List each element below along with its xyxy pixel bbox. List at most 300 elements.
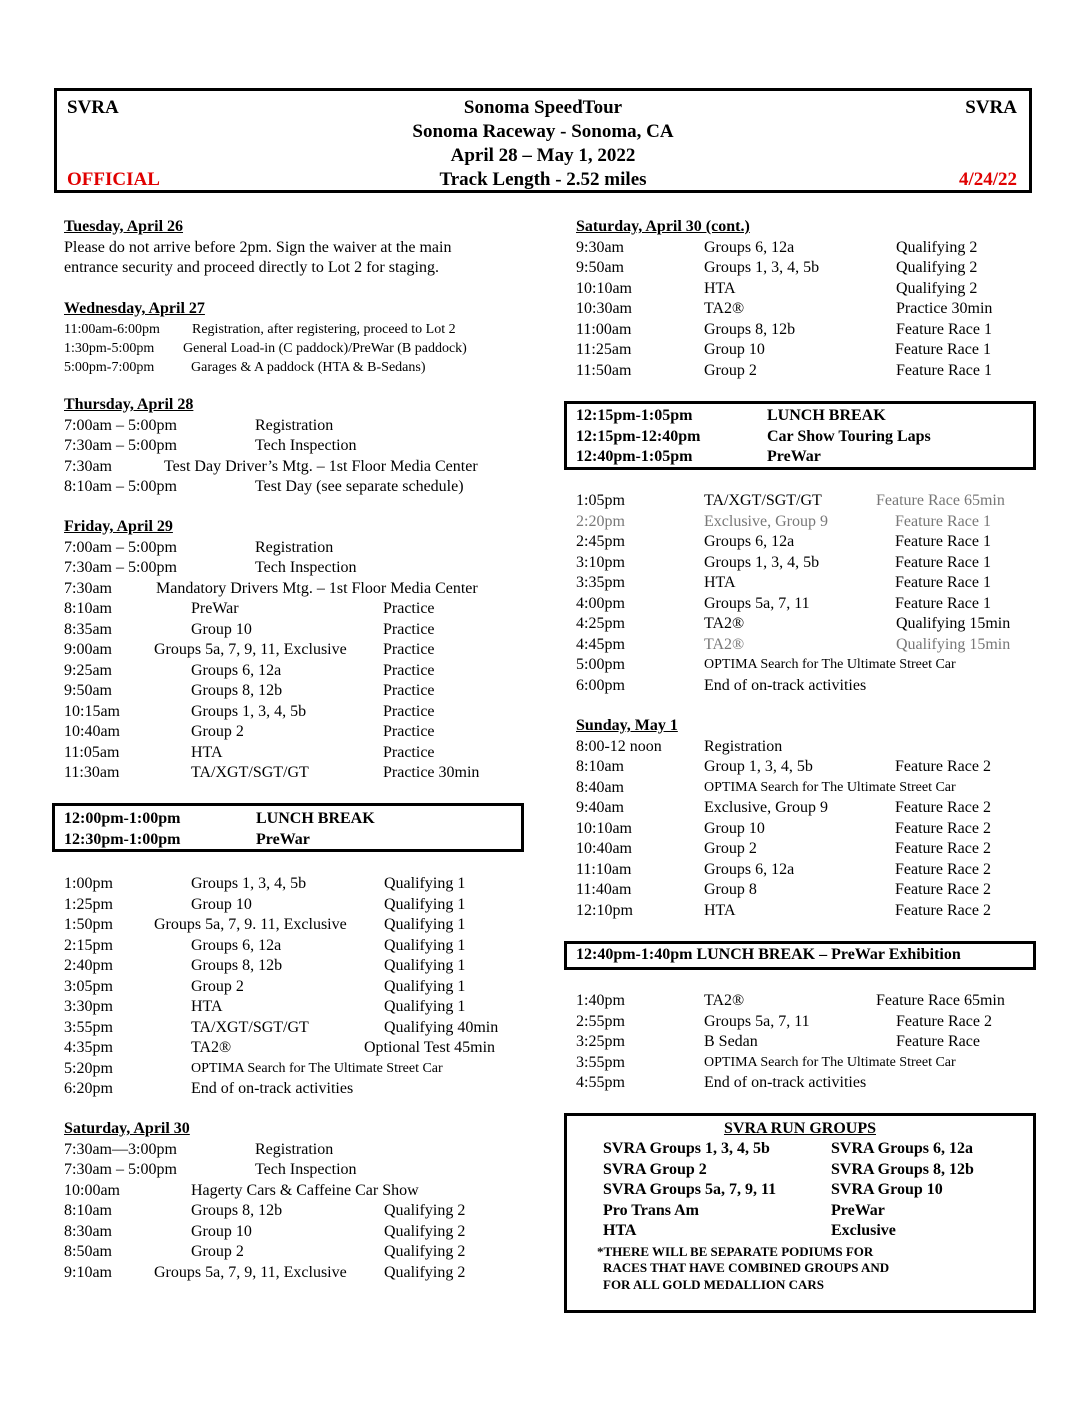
schedule-row — [576, 1053, 1036, 1074]
time: 11:50am — [576, 361, 632, 379]
time: 12:10pm — [576, 901, 633, 919]
group: Group 2 — [704, 840, 757, 857]
time: 9:00am — [64, 641, 112, 658]
time: 9:25am — [64, 661, 112, 679]
run-group-row — [567, 1221, 1033, 1242]
time: 8:00-12 noon — [576, 737, 662, 755]
group: Groups 5a, 7, 9, 11, Exclusive — [154, 1263, 347, 1281]
time: 8:50am — [64, 1243, 112, 1260]
run-group: SVRA Groups 8, 12b — [831, 1160, 974, 1178]
schedule-row — [64, 579, 534, 600]
header-left: SVRA — [67, 97, 119, 118]
saturday-cont-heading: Saturday, April 30 (cont.) — [576, 218, 750, 235]
schedule-row — [64, 1201, 534, 1222]
event: End of on-track activities — [191, 1080, 354, 1097]
group: Group 8 — [704, 881, 757, 898]
event-dates: April 28 – May 1, 2022 — [450, 145, 636, 166]
group: B Sedan — [704, 1033, 758, 1050]
schedule-row — [576, 839, 1036, 860]
event: OPTIMA Search for The Ultimate Street Car — [704, 1054, 956, 1070]
group: Group 10 — [704, 819, 765, 837]
schedule-row — [576, 676, 1036, 697]
lunch-row — [567, 945, 1033, 966]
session: Qualifying 15min — [896, 615, 1011, 632]
schedule-row — [64, 1059, 534, 1080]
time: 12:15pm-1:05pm — [576, 407, 693, 424]
group: HTA — [704, 574, 736, 591]
group: Groups 1, 3, 4, 5b — [704, 259, 820, 276]
schedule-row — [64, 416, 534, 437]
group: TA/XGT/SGT/GT — [191, 764, 309, 781]
time: 8:10am — [576, 758, 624, 775]
event: LUNCH BREAK — [256, 810, 375, 827]
run-group: SVRA Group 10 — [831, 1181, 943, 1198]
group: Groups 5a, 7, 9, 11, Exclusive — [154, 641, 347, 658]
run-groups-title: SVRA RUN GROUPS — [723, 1120, 876, 1137]
time: 4:00pm — [576, 594, 625, 612]
time: 4:25pm — [576, 615, 625, 632]
header-right: SVRA — [965, 97, 1017, 118]
time: 4:45pm — [576, 635, 625, 653]
event: Tech Inspection — [255, 559, 357, 576]
lunch-row — [567, 406, 1033, 427]
group: TA2® — [704, 992, 745, 1009]
group: Groups 6, 12a — [704, 238, 795, 256]
event: PreWar — [256, 830, 310, 848]
time: 3:05pm — [64, 977, 113, 995]
schedule-row — [576, 512, 1036, 533]
group: Groups 6, 12a — [191, 936, 282, 954]
schedule-row — [64, 1140, 534, 1161]
sunday-afternoon-section — [576, 991, 1036, 1094]
run-group: SVRA Groups 6, 12a — [831, 1140, 973, 1157]
group: Groups 1, 3, 4, 5b — [704, 553, 820, 571]
group: TA2® — [704, 615, 745, 632]
event: OPTIMA Search for The Ultimate Street Car — [191, 1060, 443, 1076]
schedule-row — [576, 299, 1036, 320]
group: TA/XGT/SGT/GT — [191, 1018, 309, 1036]
wednesday-section — [64, 299, 534, 377]
run-groups-box — [564, 1113, 1036, 1313]
time: 8:35am — [64, 620, 112, 638]
saturday-cont-section — [576, 217, 1036, 381]
time: 10:40am — [576, 840, 632, 857]
time: 7:30am—3:00pm — [64, 1140, 177, 1158]
event: OPTIMA Search for The Ultimate Street Car — [704, 779, 956, 795]
tuesday-section — [64, 217, 534, 279]
session: Feature Race 1 — [895, 553, 991, 571]
time: 7:00am – 5:00pm — [64, 416, 177, 434]
schedule-row — [576, 258, 1036, 279]
time: 1:05pm — [576, 492, 625, 509]
session: Qualifying 1 — [384, 936, 466, 954]
time: 7:30am — [64, 457, 112, 475]
event: Tech Inspection — [255, 1161, 357, 1178]
time: 9:50am — [576, 259, 624, 276]
session: Qualifying 1 — [384, 916, 466, 933]
group: Groups 8, 12b — [191, 957, 283, 974]
time: 8:10am — [64, 1202, 112, 1219]
schedule-row — [64, 895, 534, 916]
time: 11:05am — [64, 743, 120, 761]
schedule-row — [576, 1012, 1036, 1033]
time: 8:10am — [64, 600, 112, 617]
friday-heading: Friday, April 29 — [64, 518, 173, 535]
time: 7:30am – 5:00pm — [64, 1161, 177, 1178]
group: Exclusive, Group 9 — [704, 799, 828, 816]
run-group: PreWar — [831, 1201, 885, 1219]
track-length: Track Length - 2.52 miles — [439, 169, 647, 190]
run-group: SVRA Group 2 — [603, 1160, 707, 1178]
run-group: HTA — [603, 1222, 637, 1239]
schedule-row — [64, 1242, 534, 1263]
session: Feature Race 1 — [896, 320, 992, 338]
run-group-row — [567, 1160, 1033, 1181]
time: 10:00am — [64, 1181, 120, 1199]
group: Groups 8, 12b — [191, 682, 283, 699]
group: Group 2 — [191, 1243, 244, 1260]
schedule-row — [64, 1222, 534, 1243]
schedule-row — [576, 798, 1036, 819]
time: 11:00am-6:00pm — [64, 321, 160, 337]
schedule-row — [576, 860, 1036, 881]
group: Group 2 — [191, 723, 244, 740]
session: Feature Race 2 — [895, 881, 991, 898]
session: Qualifying 1 — [384, 957, 466, 974]
event: Car Show Touring Laps — [767, 427, 931, 445]
schedule-row — [64, 722, 534, 743]
time: 8:30am — [64, 1222, 112, 1240]
group: Groups 5a, 7, 11 — [704, 1012, 810, 1030]
schedule-row — [576, 1032, 1036, 1053]
session: Feature Race 2 — [895, 840, 991, 857]
group: TA/XGT/SGT/GT — [704, 492, 822, 509]
schedule-row — [64, 743, 534, 764]
wednesday-heading: Wednesday, April 27 — [64, 300, 205, 317]
time: 11:00am — [576, 320, 632, 338]
event: Garages & A paddock (HTA & B-Sedans) — [191, 359, 426, 375]
sunday-heading: Sunday, May 1 — [576, 717, 678, 734]
session: Practice 30min — [896, 300, 993, 317]
time: 12:15pm-12:40pm — [576, 427, 701, 445]
schedule-row — [64, 681, 534, 702]
session: Qualifying 1 — [384, 875, 466, 892]
schedule-row — [576, 361, 1036, 382]
group: PreWar — [191, 600, 239, 617]
thursday-section — [64, 395, 534, 498]
session: Feature Race 1 — [895, 574, 991, 591]
session: Feature Race 65min — [876, 492, 1005, 509]
time: 9:50am — [64, 682, 112, 699]
schedule-row — [64, 936, 534, 957]
time: 7:30am – 5:00pm — [64, 437, 177, 454]
session: Feature Race 2 — [895, 819, 991, 837]
event: Registration — [704, 737, 783, 755]
time: 3:55pm — [576, 1053, 625, 1071]
schedule-row — [576, 1073, 1036, 1094]
schedule-row — [576, 737, 1036, 758]
session: Feature Race — [896, 1033, 980, 1050]
time: 11:25am — [576, 341, 632, 358]
schedule-row — [576, 880, 1036, 901]
event: LUNCH BREAK — [767, 407, 886, 424]
time: 4:55pm — [576, 1074, 625, 1091]
group: Group 2 — [704, 361, 757, 379]
schedule-row — [576, 553, 1036, 574]
group: Group 2 — [191, 977, 244, 995]
run-group-row — [567, 1180, 1033, 1201]
podium-note-line: FOR ALL GOLD MEDALLION CARS — [603, 1276, 825, 1292]
group: Group 10 — [191, 620, 252, 638]
time: 9:30am — [576, 238, 624, 256]
tuesday-line2: entrance security and proceed directly to Lot 2 for staging. — [64, 259, 439, 276]
time: 12:30pm-1:00pm — [64, 830, 181, 848]
schedule-row — [64, 661, 534, 682]
time: 1:00pm — [64, 875, 113, 892]
schedule-row — [64, 1038, 534, 1059]
time: 3:30pm — [64, 998, 113, 1015]
event: General Load-in (C paddock)/PreWar (B paddock) — [183, 340, 467, 356]
time: 10:10am — [576, 279, 632, 297]
event-title: Sonoma SpeedTour — [463, 97, 623, 118]
schedule-row — [576, 340, 1036, 361]
schedule-row — [64, 358, 534, 377]
schedule-row — [64, 538, 534, 559]
time: 2:20pm — [576, 512, 625, 530]
session: Feature Race 1 — [896, 361, 992, 379]
time: 10:30am — [576, 300, 632, 317]
time: 1:40pm — [576, 992, 625, 1009]
session: Feature Race 1 — [895, 533, 991, 550]
sunday-section — [576, 716, 1036, 921]
group: Groups 1, 3, 4, 5b — [191, 875, 307, 892]
session: Qualifying 40min — [384, 1018, 499, 1036]
time: 10:15am — [64, 702, 120, 720]
event: Tech Inspection — [255, 437, 357, 454]
session: Feature Race 2 — [895, 799, 991, 816]
session: Feature Race 2 — [895, 758, 991, 775]
time: 3:25pm — [576, 1033, 625, 1050]
session: Qualifying 1 — [384, 998, 466, 1015]
session: Practice — [383, 641, 435, 658]
session: Qualifying 2 — [384, 1263, 466, 1281]
event: Mandatory Drivers Mtg. – 1st Floor Media Center — [156, 579, 478, 597]
group: Group 1, 3, 4, 5b — [704, 758, 813, 775]
event-venue: Sonoma Raceway - Sonoma, CA — [412, 121, 674, 142]
event: Test Day Driver’s Mtg. – 1st Floor Media Center — [164, 457, 478, 475]
session: Qualifying 2 — [384, 1243, 466, 1260]
schedule-row — [64, 477, 534, 498]
session: Feature Race 1 — [895, 341, 991, 358]
group: Groups 6, 12a — [704, 860, 795, 878]
group: HTA — [191, 743, 223, 761]
session: Practice — [383, 620, 435, 638]
schedule-row — [64, 702, 534, 723]
schedule-row — [64, 320, 534, 339]
time: 1:25pm — [64, 895, 113, 913]
group: TA2® — [704, 635, 745, 653]
schedule-row — [576, 901, 1036, 922]
schedule-row — [576, 614, 1036, 635]
schedule-row — [576, 573, 1036, 594]
run-group-row — [567, 1201, 1033, 1222]
tuesday-line1: Please do not arrive before 2pm. Sign the waiver at the main — [64, 238, 452, 256]
session: Feature Race 2 — [895, 901, 991, 919]
group: HTA — [191, 998, 223, 1015]
time: 6:00pm — [576, 676, 625, 694]
session: Qualifying 2 — [896, 238, 978, 256]
time: 11:30am — [64, 764, 120, 781]
time: 3:35pm — [576, 574, 625, 591]
session: Qualifying 2 — [384, 1222, 466, 1240]
session: Practice — [383, 702, 435, 720]
time: 1:30pm-5:00pm — [64, 340, 155, 356]
schedule-row — [64, 599, 534, 620]
time: 5:00pm-7:00pm — [64, 359, 155, 375]
saturday-afternoon-section — [576, 491, 1036, 696]
group: Groups 5a, 7, 11 — [704, 594, 810, 612]
podium-note — [597, 1244, 1033, 1294]
schedule-row — [576, 594, 1036, 615]
time: 8:40am — [576, 778, 624, 796]
schedule-row — [576, 491, 1036, 512]
time: 2:40pm — [64, 957, 113, 974]
schedule-row — [576, 655, 1036, 676]
group: TA2® — [191, 1039, 232, 1056]
run-group: SVRA Groups 1, 3, 4, 5b — [603, 1140, 770, 1157]
saturday-lunch-box — [564, 401, 1036, 470]
time: 9:40am — [576, 799, 624, 816]
thursday-heading: Thursday, April 28 — [64, 396, 194, 413]
time: 3:10pm — [576, 553, 625, 571]
time: 2:45pm — [576, 533, 625, 550]
group: HTA — [704, 279, 736, 297]
lunch-row — [55, 809, 521, 830]
run-group: Pro Trans Am — [603, 1201, 700, 1219]
schedule-row — [576, 238, 1036, 259]
time: 7:00am – 5:00pm — [64, 538, 177, 556]
time: 11:10am — [576, 860, 632, 878]
session: Feature Race 2 — [896, 1012, 992, 1030]
run-group-row — [567, 1139, 1033, 1160]
time: 5:00pm — [576, 656, 625, 673]
group: Groups 8, 12b — [704, 320, 796, 338]
saturday-section — [64, 1119, 534, 1283]
session: Practice — [383, 743, 435, 761]
schedule-row — [64, 977, 534, 998]
lunch-row — [567, 427, 1033, 448]
event: Registration — [255, 1140, 334, 1158]
event: Registration, after registering, proceed to Lot 2 — [192, 321, 456, 337]
group: HTA — [704, 901, 736, 919]
schedule-row — [64, 620, 534, 641]
podium-note-line: RACES THAT HAVE COMBINED GROUPS AND — [603, 1260, 890, 1275]
time: 2:15pm — [64, 936, 113, 954]
event: Test Day (see separate schedule) — [255, 478, 464, 495]
schedule-row — [576, 635, 1036, 656]
time: 9:10am — [64, 1263, 112, 1281]
session: Practice — [383, 723, 435, 740]
schedule-row — [64, 1160, 534, 1181]
time: 2:55pm — [576, 1012, 625, 1030]
schedule-row — [576, 532, 1036, 553]
friday-afternoon-section — [64, 874, 534, 1100]
time: 5:20pm — [64, 1059, 113, 1077]
group: Group 10 — [191, 1222, 252, 1240]
lunch-row — [567, 447, 1033, 468]
time: 12:40pm-1:05pm — [576, 448, 693, 465]
session: Qualifying 2 — [896, 259, 978, 276]
schedule-row — [576, 320, 1036, 341]
schedule-row — [64, 1263, 534, 1284]
schedule-row — [576, 279, 1036, 300]
tuesday-heading: Tuesday, April 26 — [64, 218, 184, 235]
time: 11:40am — [576, 881, 632, 898]
session: Feature Race 1 — [895, 594, 991, 612]
session: Qualifying 2 — [896, 279, 978, 297]
time: 10:40am — [64, 723, 120, 740]
session: Practice — [383, 682, 435, 699]
session: Qualifying 1 — [384, 895, 466, 913]
header-box — [54, 88, 1032, 193]
lunch-text: 12:40pm-1:40pm LUNCH BREAK – PreWar Exhibition — [576, 946, 961, 963]
group: TA2® — [704, 300, 745, 317]
saturday-heading: Saturday, April 30 — [64, 1120, 190, 1137]
schedule-row — [64, 558, 534, 579]
friday-section — [64, 517, 534, 784]
group: Exclusive, Group 9 — [704, 512, 828, 530]
session: Qualifying 1 — [384, 977, 466, 995]
time: 3:55pm — [64, 1018, 113, 1036]
session: Practice — [383, 661, 435, 679]
schedule-row — [64, 457, 534, 478]
session: Feature Race 65min — [876, 992, 1005, 1009]
time: 4:35pm — [64, 1039, 113, 1056]
run-group: SVRA Groups 5a, 7, 9, 11 — [603, 1181, 777, 1198]
run-group: Exclusive — [831, 1222, 896, 1239]
time: 12:00pm-1:00pm — [64, 810, 181, 827]
time: 7:30am — [64, 579, 112, 597]
schedule-row — [64, 1018, 534, 1039]
friday-lunch-box — [52, 803, 524, 852]
schedule-row — [576, 778, 1036, 799]
session: Practice — [383, 600, 435, 617]
time: 6:20pm — [64, 1080, 113, 1097]
schedule-row — [64, 640, 534, 661]
time: 7:30am – 5:00pm — [64, 559, 177, 576]
schedule-row — [64, 915, 534, 936]
time: 1:50pm — [64, 916, 113, 933]
event: OPTIMA Search for The Ultimate Street Car — [704, 657, 956, 672]
group: Groups 6, 12a — [191, 661, 282, 679]
sunday-lunch-box — [564, 941, 1036, 970]
event: End of on-track activities — [704, 676, 867, 694]
podium-note-line: *THERE WILL BE SEPARATE PODIUMS FOR — [597, 1243, 874, 1259]
session: Feature Race 1 — [895, 512, 991, 530]
time: 10:10am — [576, 819, 632, 837]
schedule-row — [64, 1079, 534, 1100]
time: 8:10am – 5:00pm — [64, 478, 177, 495]
schedule-row — [64, 763, 534, 784]
group: Groups 1, 3, 4, 5b — [191, 702, 307, 720]
group: Group 10 — [704, 341, 765, 358]
revision-date: 4/24/22 — [958, 169, 1017, 190]
lunch-row — [55, 830, 521, 851]
schedule-row — [576, 991, 1036, 1012]
session: Optional Test 45min — [364, 1039, 496, 1056]
session: Qualifying 15min — [896, 635, 1011, 653]
schedule-row — [576, 819, 1036, 840]
